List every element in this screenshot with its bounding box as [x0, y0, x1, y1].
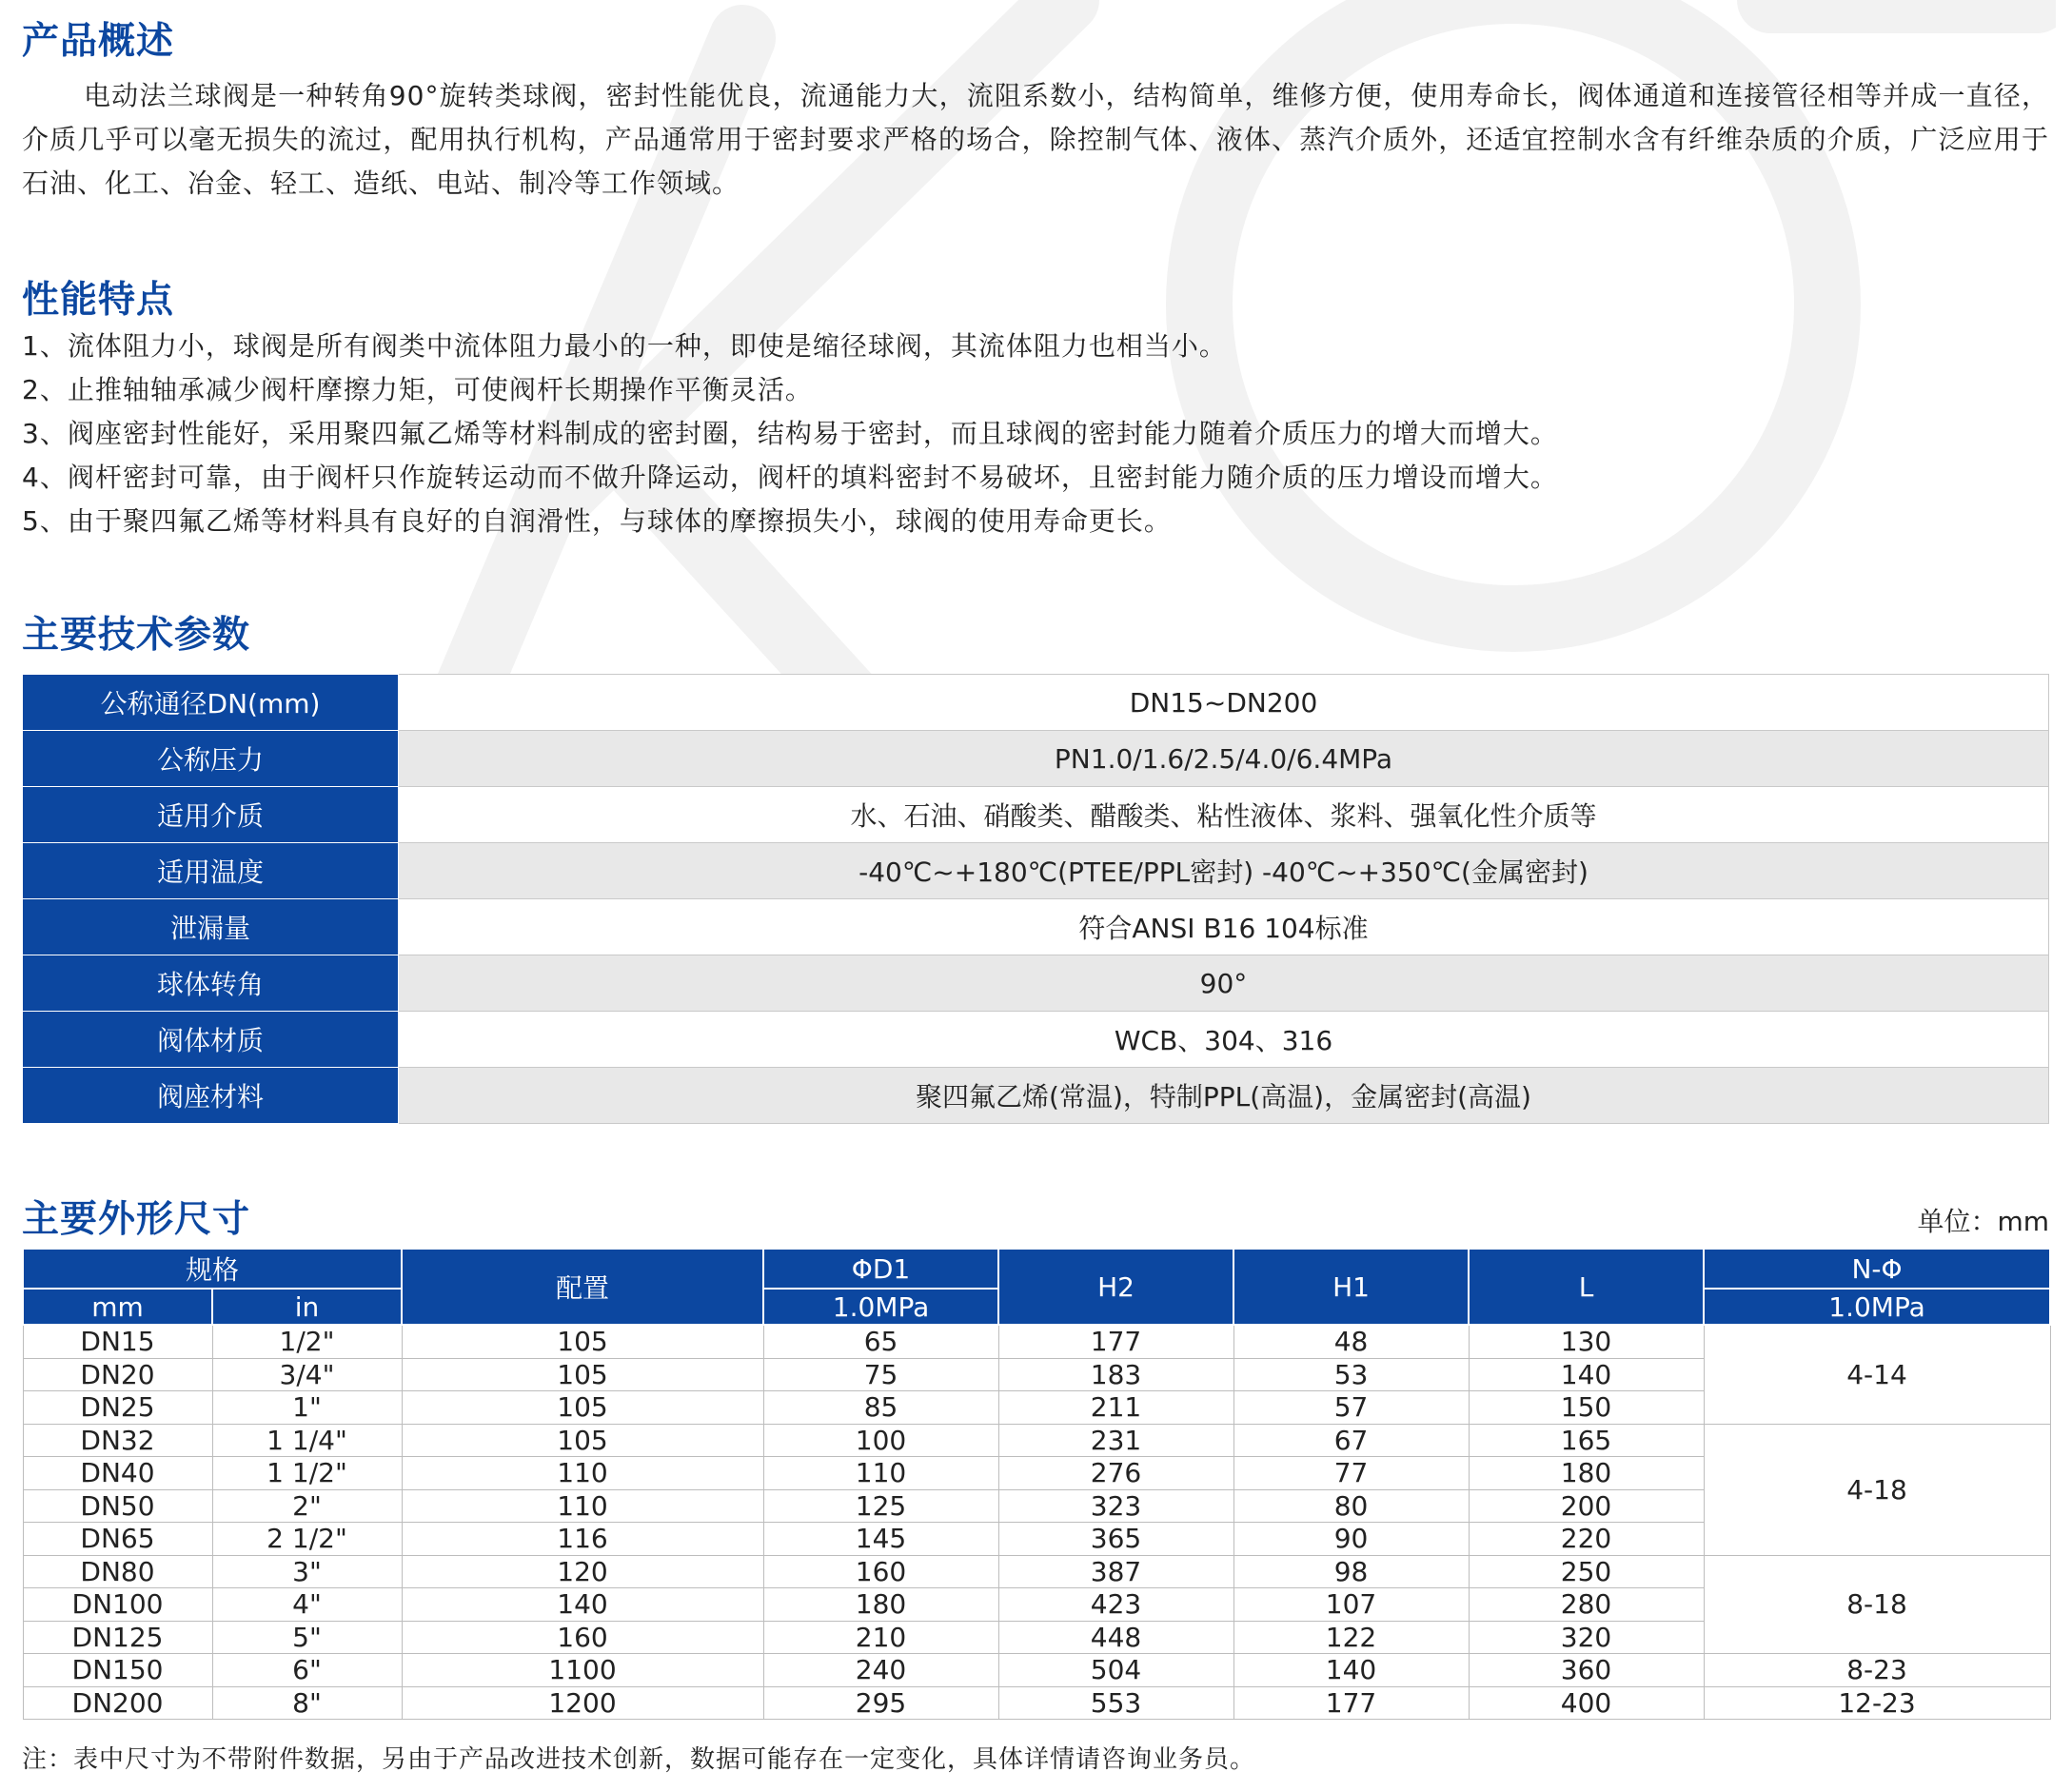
- header-in: in: [212, 1289, 402, 1325]
- cell-h2: 211: [998, 1391, 1233, 1425]
- unit-label: 单位：mm: [1917, 1206, 2049, 1237]
- cell-in: 3": [212, 1555, 402, 1588]
- spec-value: 水、石油、硝酸类、醋酸类、粘性液体、浆料、强氧化性介质等: [399, 787, 2049, 843]
- cell-h1: 140: [1233, 1654, 1469, 1687]
- cell-config: 110: [402, 1489, 763, 1523]
- cell-in: 2 1/2": [212, 1523, 402, 1556]
- cell-l: 280: [1469, 1588, 1704, 1622]
- header-d1: ΦD1: [763, 1249, 998, 1289]
- cell-in: 5": [212, 1621, 402, 1654]
- spec-row: [23, 1012, 2049, 1068]
- specs-heading: 主要技术参数: [22, 614, 251, 657]
- cell-d1: 145: [763, 1523, 998, 1556]
- cell-d1: 180: [763, 1588, 998, 1622]
- cell-config: 105: [402, 1325, 763, 1358]
- spec-key: 公称压力: [23, 731, 399, 787]
- cell-h2: 177: [998, 1325, 1233, 1358]
- cell-mm: DN150: [23, 1654, 212, 1687]
- cell-mm: DN25: [23, 1391, 212, 1425]
- cell-l: 180: [1469, 1457, 1704, 1490]
- cell-d1: 65: [763, 1325, 998, 1358]
- features-heading: 性能特点: [22, 279, 175, 322]
- spec-row: [23, 955, 2049, 1012]
- cell-config: 116: [402, 1523, 763, 1556]
- header-config: 配置: [402, 1249, 763, 1325]
- cell-d1: 240: [763, 1654, 998, 1687]
- cell-h1: 67: [1233, 1424, 1469, 1457]
- dimensions-heading: 主要外形尺寸: [22, 1198, 251, 1241]
- cell-in: 4": [212, 1588, 402, 1622]
- spec-key: 泄漏量: [23, 899, 399, 955]
- cell-config: 140: [402, 1588, 763, 1622]
- feature-item: 2、止推轴轴承减少阀杆摩擦力矩，可使阀杆长期操作平衡灵活。: [22, 374, 813, 405]
- table-row: [23, 1654, 2050, 1687]
- cell-h1: 177: [1233, 1686, 1469, 1720]
- cell-config: 160: [402, 1621, 763, 1654]
- cell-l: 130: [1469, 1325, 1704, 1358]
- cell-h1: 53: [1233, 1358, 1469, 1391]
- cell-d1: 160: [763, 1555, 998, 1588]
- spec-value: DN15~DN200: [399, 675, 2049, 731]
- spec-key: 阀座材料: [23, 1068, 399, 1124]
- table-row: [23, 1424, 2050, 1457]
- footnote: 注：表中尺寸为不带附件数据，另由于产品改进技术创新，数据可能存在一定变化，具体详情请咨询业务员。: [22, 1745, 1256, 1774]
- spec-value: 90°: [399, 955, 2049, 1012]
- cell-in: 1": [212, 1391, 402, 1425]
- header-spec: 规格: [23, 1249, 402, 1289]
- cell-h1: 90: [1233, 1523, 1469, 1556]
- cell-l: 250: [1469, 1555, 1704, 1588]
- cell-in: 8": [212, 1686, 402, 1720]
- cell-mm: DN20: [23, 1358, 212, 1391]
- cell-np: 8-23: [1704, 1654, 2050, 1687]
- cell-config: 105: [402, 1391, 763, 1425]
- spec-row: [23, 787, 2049, 843]
- cell-l: 220: [1469, 1523, 1704, 1556]
- cell-h1: 98: [1233, 1555, 1469, 1588]
- cell-in: 1 1/2": [212, 1457, 402, 1490]
- feature-item: 3、阀座密封性能好，采用聚四氟乙烯等材料制成的密封圈，结构易于密封，而且球阀的密封能力随着介质压力的增大而增大。: [22, 418, 1558, 449]
- header-h2: H2: [998, 1249, 1233, 1325]
- cell-in: 3/4": [212, 1358, 402, 1391]
- header-h1: H1: [1233, 1249, 1469, 1325]
- overview-paragraph: 电动法兰球阀是一种转角90°旋转类球阀，密封性能优良，流通能力大，流阻系数小，结构简单，维修方便，使用寿命长，阀体通道和连接管径相等并成一直径，介质几乎可以毫无损失的流过，配用执行机构，产品通常用于密封要求严格的场合，除控制气体、液体、蒸汽介质外，还适宜控制水含有纤维杂质的介质，广泛应用于石油、化工、冶金、轻工、造纸、电站、制冷等工作领域。: [22, 80, 2049, 199]
- specs-table: [22, 674, 2049, 1124]
- cell-d1: 75: [763, 1358, 998, 1391]
- cell-h2: 183: [998, 1358, 1233, 1391]
- feature-item: 4、阀杆密封可靠，由于阀杆只作旋转运动而不做升降运动，阀杆的填料密封不易破坏，且密封能力随介质的压力增设而增大。: [22, 462, 1558, 493]
- spec-value: 符合ANSI B16 104标准: [399, 899, 2049, 955]
- cell-in: 1 1/4": [212, 1424, 402, 1457]
- cell-d1: 295: [763, 1686, 998, 1720]
- cell-mm: DN80: [23, 1555, 212, 1588]
- cell-h1: 107: [1233, 1588, 1469, 1622]
- cell-mm: DN200: [23, 1686, 212, 1720]
- spec-value: 聚四氟乙烯(常温)，特制PPL(高温)，金属密封(高温): [399, 1068, 2049, 1124]
- spec-key: 阀体材质: [23, 1012, 399, 1068]
- cell-config: 105: [402, 1424, 763, 1457]
- cell-h1: 80: [1233, 1489, 1469, 1523]
- spec-row: [23, 1068, 2049, 1124]
- cell-h2: 504: [998, 1654, 1233, 1687]
- spec-key: 公称通径DN(mm): [23, 675, 399, 731]
- feature-item: 1、流体阻力小，球阀是所有阀类中流体阻力最小的一种，即使是缩径球阀，其流体阻力也相当小。: [22, 330, 1227, 362]
- header-l: L: [1469, 1249, 1704, 1325]
- cell-l: 400: [1469, 1686, 1704, 1720]
- cell-d1: 210: [763, 1621, 998, 1654]
- spec-value: WCB、304、316: [399, 1012, 2049, 1068]
- cell-l: 360: [1469, 1654, 1704, 1687]
- header-np-pressure: 1.0MPa: [1704, 1289, 2050, 1325]
- cell-np: 4-18: [1704, 1424, 2050, 1555]
- overview-heading: 产品概述: [22, 20, 175, 63]
- spec-row: [23, 843, 2049, 899]
- cell-d1: 125: [763, 1489, 998, 1523]
- cell-config: 1200: [402, 1686, 763, 1720]
- spec-value: -40℃~+180℃(PTEE/PPL密封) -40℃~+350℃(金属密封): [399, 843, 2049, 899]
- cell-h1: 122: [1233, 1621, 1469, 1654]
- cell-d1: 110: [763, 1457, 998, 1490]
- feature-item: 5、由于聚四氟乙烯等材料具有良好的自润滑性，与球体的摩擦损失小，球阀的使用寿命更长。: [22, 505, 1172, 537]
- cell-in: 2": [212, 1489, 402, 1523]
- cell-mm: DN32: [23, 1424, 212, 1457]
- spec-key: 适用介质: [23, 787, 399, 843]
- cell-h2: 276: [998, 1457, 1233, 1490]
- cell-h2: 387: [998, 1555, 1233, 1588]
- spec-key: 适用温度: [23, 843, 399, 899]
- cell-h2: 323: [998, 1489, 1233, 1523]
- cell-mm: DN65: [23, 1523, 212, 1556]
- cell-in: 6": [212, 1654, 402, 1687]
- cell-h2: 553: [998, 1686, 1233, 1720]
- cell-l: 320: [1469, 1621, 1704, 1654]
- cell-mm: DN40: [23, 1457, 212, 1490]
- cell-config: 105: [402, 1358, 763, 1391]
- header-np: N-Φ: [1704, 1249, 2050, 1289]
- table-row: [23, 1555, 2050, 1588]
- spec-row: [23, 731, 2049, 787]
- cell-l: 200: [1469, 1489, 1704, 1523]
- cell-config: 120: [402, 1555, 763, 1588]
- cell-d1: 100: [763, 1424, 998, 1457]
- cell-l: 140: [1469, 1358, 1704, 1391]
- table-row: [23, 1686, 2050, 1720]
- header-d1-pressure: 1.0MPa: [763, 1289, 998, 1325]
- header-mm: mm: [23, 1289, 212, 1325]
- cell-mm: DN50: [23, 1489, 212, 1523]
- spec-row: [23, 899, 2049, 955]
- cell-mm: DN15: [23, 1325, 212, 1358]
- cell-np: 12-23: [1704, 1686, 2050, 1720]
- cell-h1: 57: [1233, 1391, 1469, 1425]
- cell-config: 110: [402, 1457, 763, 1490]
- cell-h2: 365: [998, 1523, 1233, 1556]
- cell-l: 165: [1469, 1424, 1704, 1457]
- features-list: [22, 325, 2049, 543]
- spec-key: 球体转角: [23, 955, 399, 1012]
- cell-mm: DN100: [23, 1588, 212, 1622]
- table-row: [23, 1325, 2050, 1358]
- cell-l: 150: [1469, 1391, 1704, 1425]
- cell-d1: 85: [763, 1391, 998, 1425]
- spec-row: [23, 675, 2049, 731]
- spec-value: PN1.0/1.6/2.5/4.0/6.4MPa: [399, 731, 2049, 787]
- cell-config: 1100: [402, 1654, 763, 1687]
- cell-mm: DN125: [23, 1621, 212, 1654]
- cell-np: 8-18: [1704, 1555, 2050, 1654]
- cell-in: 1/2": [212, 1325, 402, 1358]
- cell-h2: 423: [998, 1588, 1233, 1622]
- cell-np: 4-14: [1704, 1325, 2050, 1424]
- cell-h1: 77: [1233, 1457, 1469, 1490]
- cell-h1: 48: [1233, 1325, 1469, 1358]
- cell-h2: 231: [998, 1424, 1233, 1457]
- cell-h2: 448: [998, 1621, 1233, 1654]
- dimensions-table: [22, 1248, 2051, 1720]
